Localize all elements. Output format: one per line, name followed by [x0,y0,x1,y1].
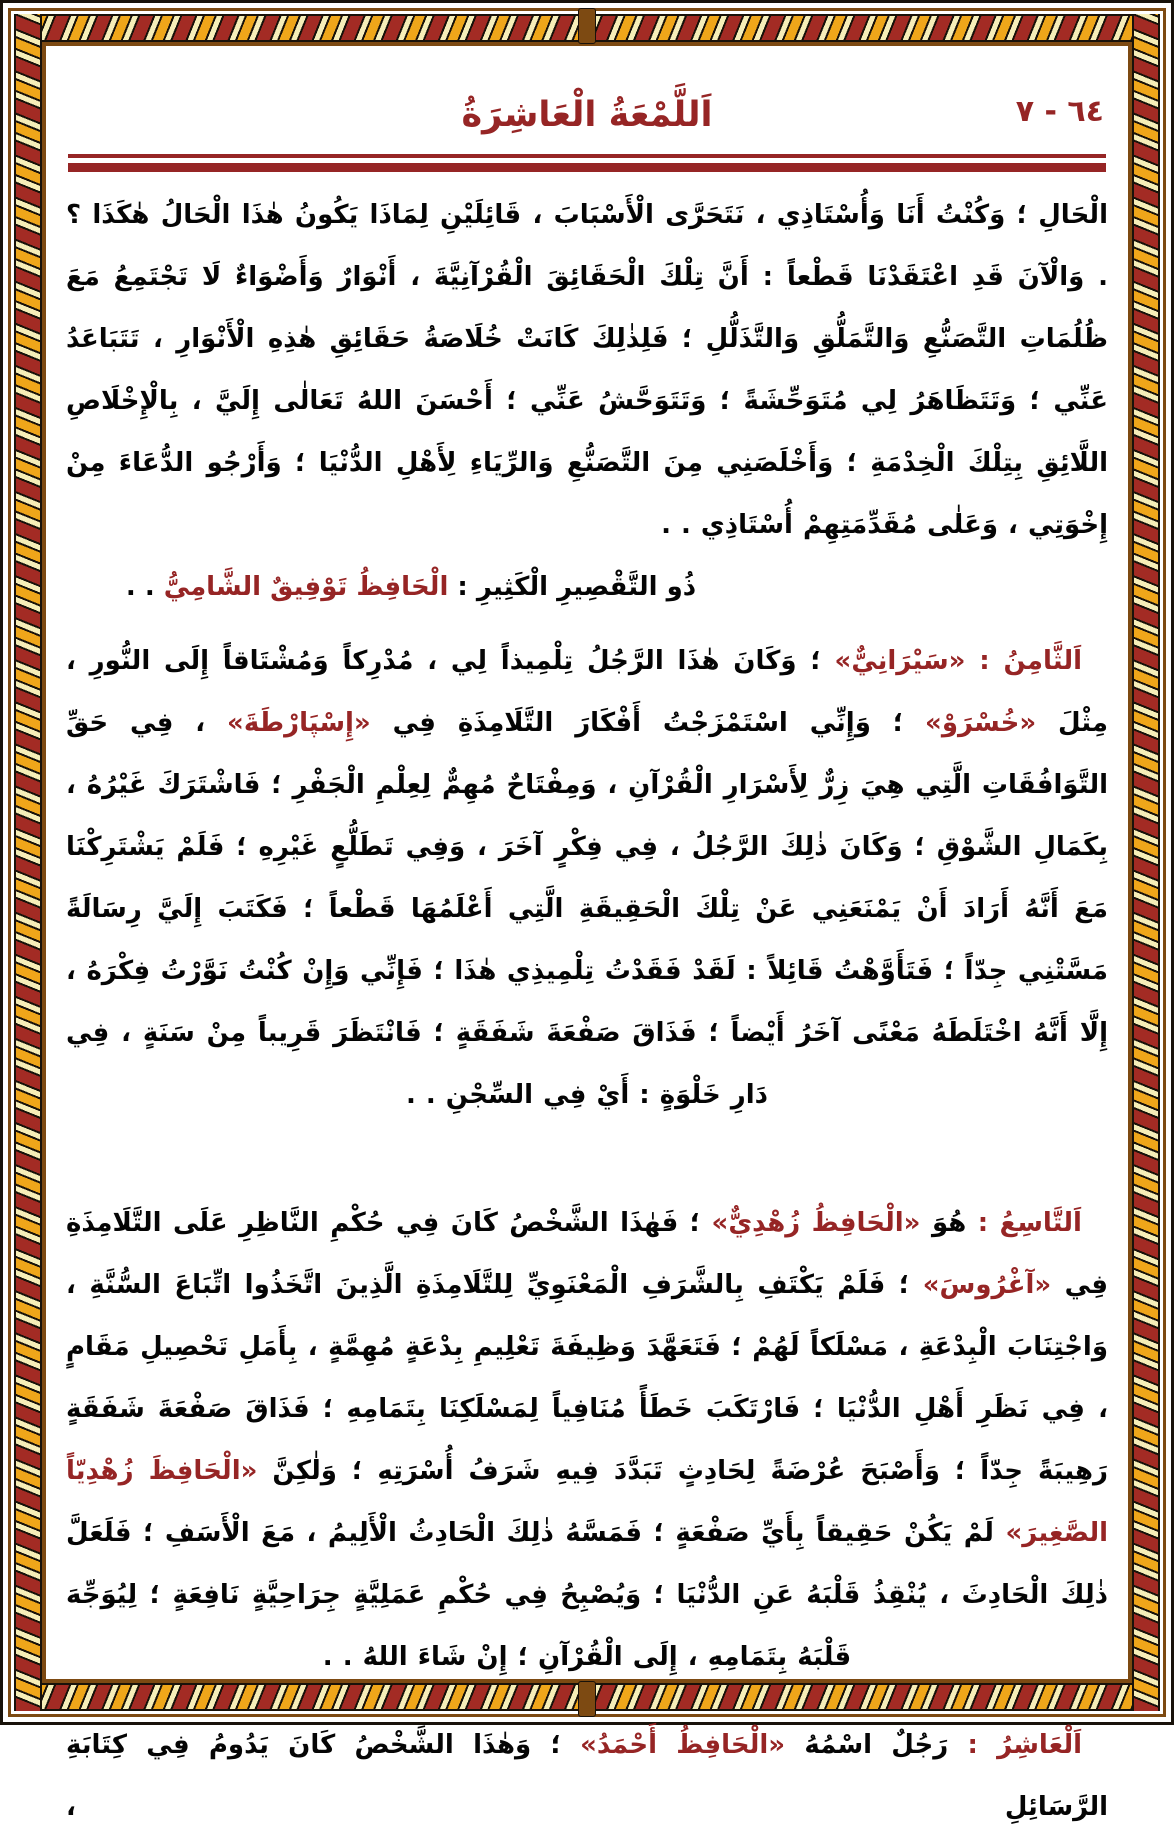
signature-line [66,556,1108,618]
highlighted-name: «خُسْرَوْ» [925,708,1037,738]
paragraph-eighth [66,630,1108,1126]
highlighted-name: «الْحَافِظَ زُهْدِيّاً الصَّغِيرَ» [66,1456,1108,1548]
highlighted-name: «الْحَافِظُ زُهْدِيٌّ» [711,1208,921,1238]
ornamental-border-left [14,14,42,1711]
highlighted-name: اَلتَّاسِعُ : [977,1208,1082,1238]
text-run: . . [125,572,164,602]
text-run: لَمْ يَكُنْ حَقِيقاً بِأَيِّ صَفْعَةٍ ؛ فَمَسَّهُ ذٰلِكَ الْحَادِثُ الْأَلِيمُ ، مَعَ الْأَسَفِ ؛ فَلَعَلَّ ذٰلِكَ الْحَادِثَ ، يُنْقِذُ قَلْبَهُ عَنِ الدُّنْيَا ؛ وَيُصْبِحُ فِي حُكْمِ عَمَلِيَّةٍ جِرَاحِيَّةٍ نَافِعَةٍ ؛ لِيُوَجِّهَ قَلْبَهُ بِتَمَامِهِ ، إِلَى الْقُرْآنِ ؛ إِنْ شَاءَ اللهُ . . [66,1518,1108,1672]
title-divider [68,154,1106,172]
text-run: هُوَ [920,1208,978,1238]
text-run: ، فِي حَقِّ التَّوَافُقَاتِ الَّتِي هِيَ زِرٌّ لِأَسْرَارِ الْقُرْآنِ ، وَمِفْتَاحٌ مُهِمٌّ لِعِلْمِ الْجَفْرِ ؛ فَاشْتَرَكَ غَيْرُهُ ، بِكَمَالِ الشَّوْقِ ؛ وَكَانَ ذٰلِكَ الرَّجُلُ ، فِي فِكْرٍ آخَرَ ، وَفِي تَطَلُّعٍ غَيْرِهِ ؛ فَلَمْ يَشْتَرِكْنَا مَعَ أَنَّهُ أَرَادَ أَنْ يَمْنَعَنِي عَنْ تِلْكَ الْحَقِيقَةِ الَّتِي أَعْلَمُهَا قَطْعاً ؛ فَكَتَبَ إِلَيَّ رِسَالَةً مَسَّتْنِي جِدّاً ؛ فَتَأَوَّهْتُ قَائِلاً : لَقَدْ فَقَدْتُ تِلْمِيذِي هٰذَا ؛ فَإِنِّي وَإِنْ كُنْتُ نَوَّرْتُ فِكْرَهُ ، إِلَّا أَنَّهُ اخْتَلَطَهُ مَعْنًى آخَرُ أَيْضاً ؛ فَذَاقَ صَفْعَةَ شَفَقَةٍ ؛ فَانْتَظَرَ قَرِيباً مِنْ سَنَةٍ ، فِي دَارِ خَلْوَةٍ : أَيْ فِي السِّجْنِ . . [66,708,1108,1110]
ornamental-border-right [1132,14,1160,1711]
highlighted-name: اَلْعَاشِرُ : [967,1730,1082,1760]
body-text [66,184,1108,1838]
border-top-ornament [578,8,596,44]
paragraph-ninth [66,1192,1108,1688]
highlighted-name: «إِسْپَارْطَةَ» [227,708,371,738]
text-run: ؛ وَإِنِّي اسْتَمْزَجْتُ أَفْكَارَ التَّلَامِذَةِ فِي [370,708,926,738]
text-run: ذُو التَّقْصِيرِ الْكَثِيرِ : [448,572,697,602]
text-run: ؛ وَهٰذَا الشَّخْصُ كَانَ يَدُومُ فِي كِتَابَةِ الرَّسَائِلِ ، [66,1730,1108,1822]
text-run: الْحَالِ ؛ وَكُنْتُ أَنَا وَأُسْتَاذِي ، نَتَحَرَّى الْأَسْبَابَ ، قَائِلَيْنِ لِمَاذَا يَكُونُ هٰذَا الْحَالُ هٰكَذَا ؟ . وَالْآنَ قَدِ اعْتَقَدْنَا قَطْعاً : أَنَّ تِلْكَ الْحَقَائِقَ الْقُرْآنِيَّةَ ، أَنْوَارٌ وَأَضْوَاءٌ لَا تَجْتَمِعُ مَعَ ظُلُمَاتِ التَّصَنُّعِ وَالتَّمَلُّقِ وَالتَّذَلُّلِ ؛ فَلِذٰلِكَ كَانَتْ خُلَاصَةُ حَقَائِقِ هٰذِهِ الْأَنْوَارِ ، تَتَبَاعَدُ عَنِّي ؛ وَتَتَظَاهَرُ لِي مُتَوَحِّشَةً ؛ وَتَتَوَحَّشُ عَنِّي ؛ أَحْسَنَ اللهُ تَعَالٰى إِلَيَّ ، بِالْإِخْلَاصِ اللَّائِقِ بِتِلْكَ الْخِدْمَةِ ؛ وَأَخْلَصَنِي مِنَ التَّصَنُّعِ وَالرِّيَاءِ لِأَهْلِ الدُّنْيَا ؛ وَأَرْجُو الدُّعَاءَ مِنْ إِخْوَتِي ، وَعَلٰى مُقَدِّمَتِهِمْ أُسْتَاذِي . . [66,200,1108,540]
page-header [66,86,1108,144]
paragraph-continuation [66,184,1108,556]
highlighted-name: «الْحَافِظُ أَحْمَدُ» [580,1730,786,1760]
text-run: رَجُلٌ اسْمُهُ [785,1730,968,1760]
text-run: ؛ وَكَانَ هٰذَا الرَّجُلُ تِلْمِيذاً لِي ، مُدْرِكاً وَمُشْتَاقاً إِلَى النُّورِ ، مِثْلَ [66,646,1108,738]
highlighted-name: اَلثَّامِنُ : «سَيْرَانِيٌّ» [834,646,1082,676]
page-content [50,50,1124,1822]
highlighted-name: «آغْرُوسَ» [922,1270,1052,1300]
highlighted-name: الْحَافِظُ تَوْفِيقٌ الشَّامِيُّ [163,572,449,602]
text-run: ؛ فَهٰذَا الشَّخْصُ كَانَ فِي حُكْمِ النَّاظِرِ عَلَى التَّلَامِذَةِ فِي [66,1208,1108,1300]
text-run: ؛ فَلَمْ يَكْتَفِ بِالشَّرَفِ الْمَعْنَوِيِّ لِلتَّلَامِذَةِ الَّذِينَ اتَّخَذُوا اتِّبَاعَ السُّنَّةِ ، وَاجْتِنَابَ الْبِدْعَةِ ، مَسْلَكاً لَهُمْ ؛ فَتَعَهَّدَ وَظِيفَةَ تَعْلِيمِ بِدْعَةٍ مُهِمَّةٍ ، بِأَمَلِ تَحْصِيلِ مَقَامٍ ، فِي نَظَرِ أَهْلِ الدُّنْيَا ؛ فَارْتَكَبَ خَطَأً مُنَافِياً لِمَسْلَكِنَا بِتَمَامِهِ ؛ فَذَاقَ صَفْعَةَ شَفَقَةٍ رَهِيبَةً جِدّاً ؛ وَأَصْبَحَ عُرْضَةً لِحَادِثٍ تَبَدَّدَ فِيهِ شَرَفُ أُسْرَتِهِ ؛ وَلٰكِنَّ [66,1270,1108,1486]
page-number: ٦٤ - ٧ [1015,94,1104,129]
page-title: اَللَّمْعَةُ الْعَاشِرَةُ [461,95,713,135]
paragraph-tenth [66,1714,1108,1838]
